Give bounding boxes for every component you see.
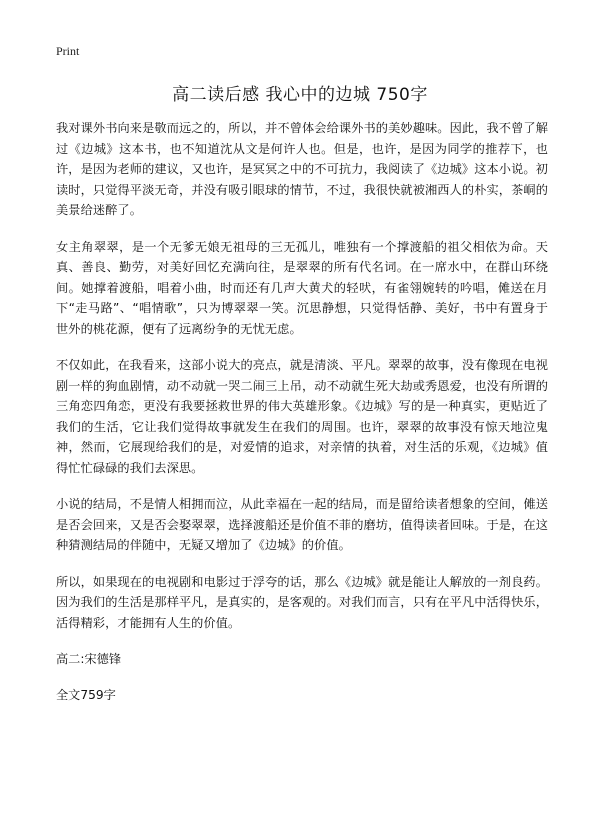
- print-link[interactable]: Print: [56, 44, 80, 58]
- author-line: 高二:宋德锋: [56, 652, 122, 666]
- paragraph: 小说的结局，不是情人相拥而泣，从此幸福在一起的结局，而是留给读者想象的空间，傩送是否会回来，又是否会娶翠翠，选择渡船还是价值不菲的磨坊，值得读者回味。于是，在这种猜测结局的伴随中，无疑又增加了《边城》的价值。: [56, 497, 548, 552]
- paragraph: 不仅如此，在我看来，这部小说大的亮点，就是清淡、平凡。翠翠的故事，没有像现在电视剧一样的狗血剧情，动不动就一哭二闹三上吊，动不动就生死大劫或秀恩爱，也没有所谓的三角恋四角恋，更没有我要拯救世界的伟大英雄形象。《边城》写的是一种真实，更贴近了我们的生活，它让我们觉得故事就发生在我们的周围。也许，翠翠的故事没有惊天地泣鬼神，然而，它展现给我们的是，对爱情的追求，对亲情的执着，对生活的乐观，《边城》值得忙忙碌碌的我们去深思。: [56, 358, 548, 475]
- paragraph: 我对课外书向来是敬而远之的，所以，并不曾体会给课外书的美妙趣味。因此，我不曾了解过《边城》这本书，也不知道沈从文是何许人也。但是，也许，是因为同学的推荐下，也许，是因为老师的建议，又也许，是冥冥之中的不可抗力，我阅读了《边城》这本小说。初读时，只觉得平淡无奇，并没有吸引眼球的情节，不过，我很快就被湘西人的朴实，茶峒的美景给迷醉了。: [56, 121, 548, 217]
- paragraph: 女主角翠翠，是一个无爹无娘无祖母的三无孤儿，唯独有一个撑渡船的祖父相依为命。天真、善良、勤劳，对美好回忆充满向往，是翠翠的所有代名词。在一席水中，在群山环绕间。她撑着渡船，唱着小曲，时而还有几声大黄犬的轻吠，有雀翎婉转的吟唱，傩送在月下“走马路”、“唱情歌”，只为博翠翠一笑。沉思静想，只觉得恬静、美好，书中有置身于世外的桃花源，便有了远离纷争的无忧无虑。: [56, 239, 548, 336]
- word-count: 全文759字: [56, 688, 116, 702]
- article-body: [56, 118, 548, 705]
- page-title: 高二读后感 我心中的边城 750字: [172, 85, 428, 105]
- paragraph: 所以，如果现在的电视剧和电影过于浮夸的话，那么《边城》就是能让人解放的一剂良药。因为我们的生活是那样平凡，是真实的，是客观的。对我们而言，只有在平凡中活得快乐，活得精彩，才能拥有人生的价值。: [56, 574, 548, 630]
